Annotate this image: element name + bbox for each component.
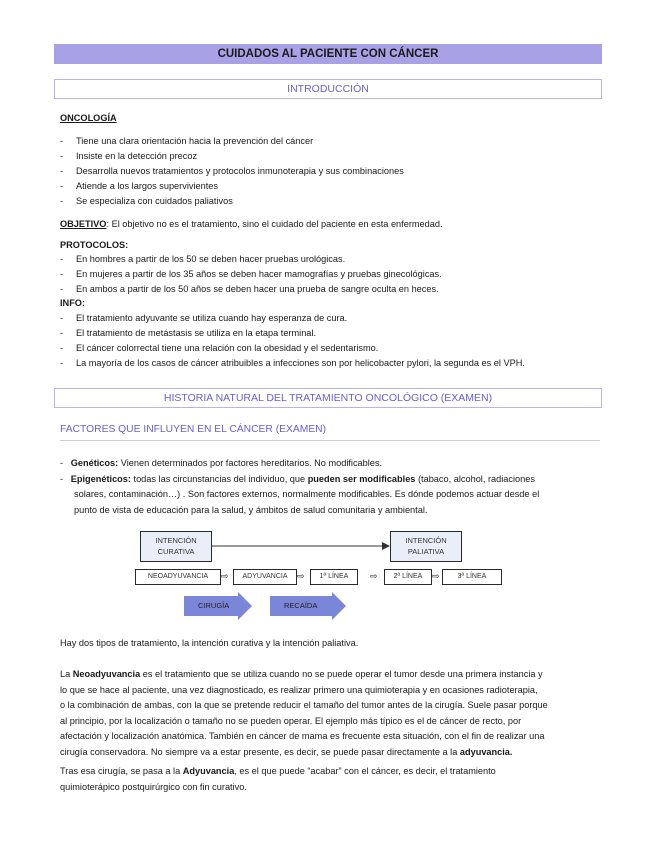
tras-paragraph bbox=[60, 764, 596, 795]
neo-bold: Neoadyuvancia bbox=[72, 669, 141, 679]
neo-text: es el tratamiento que se utiliza cuando no se puede operar el tumor desde una primera instancia y bbox=[140, 669, 543, 679]
list-item: - Atiende a los largos supervivientes bbox=[60, 179, 404, 194]
neo-line-6 bbox=[60, 745, 596, 761]
neo-text-end: cirugía conservadora. No siempre va a estar presente, es decir, se puede pasar directamente a la bbox=[60, 746, 460, 757]
epigeneticos-text-b: (tabaco, alcohol, radiaciones bbox=[415, 473, 535, 484]
section-header-historia: HISTORIA NATURAL DEL TRATAMIENTO ONCOLÓGICO (EXAMEN) bbox=[54, 388, 602, 408]
list-item: - En mujeres a partir de los 35 años se deben hacer mamografías y pruebas ginecológicas. bbox=[60, 267, 442, 282]
info-heading: INFO: bbox=[60, 298, 86, 308]
list-item: - El cáncer colorrectal tiene una relación con la obesidad y el sedentarismo. bbox=[60, 341, 525, 356]
epigeneticos-line3: punto de vista de educación para la salud, y ámbitos de salud comunitaria y ambiental. bbox=[74, 504, 428, 515]
arrow-right-icon: ⇨ bbox=[221, 571, 229, 581]
neoadyuvancia-paragraph bbox=[60, 667, 596, 760]
tras-text: , es el que puede “acabar” con el cáncer, es decir, el tratamiento bbox=[234, 766, 496, 776]
neo-line-4: al principio, por la localización o tamaño no se pueden operar. El ejemplo más típico es el de cáncer de recto, por bbox=[60, 715, 522, 726]
arrow-right-icon: ⇨ bbox=[370, 571, 378, 581]
arrow-right-icon: ⇨ bbox=[432, 571, 440, 581]
list-item: - Desarrolla nuevos tratamientos y protocolos inmunoterapia y sus combinaciones bbox=[60, 164, 404, 179]
neoadyuvancia-box: NEOADYUVANCIA bbox=[135, 569, 221, 585]
objetivo-label: OBJETIVO bbox=[60, 219, 107, 229]
neo-pre: La bbox=[60, 669, 73, 679]
epigeneticos-line2: solares, contaminación…) . Son factores externos, normalmente modificables. Es dónde podemos actuar desde el bbox=[74, 489, 540, 499]
info-list bbox=[60, 311, 525, 371]
adyuvancia-box: ADYUVANCIA bbox=[233, 569, 297, 585]
neo-end-bold: adyuvancia. bbox=[459, 746, 513, 757]
list-item: - El tratamiento adyuvante se utiliza cuando hay esperanza de cura. bbox=[60, 311, 525, 326]
list-item: - En ambos a partir de los 50 años se deben hacer una prueba de sangre oculta en heces. bbox=[60, 282, 442, 297]
epigeneticos-item: - Epigenéticos: todas las circunstancias del individuo, que pueden ser modificables (tabaco, alcohol, radiaciones bbox=[60, 473, 535, 484]
list-item: - Se especializa con cuidados paliativos bbox=[60, 194, 404, 209]
intencion-curativa-box: INTENCIÓN CURATIVA bbox=[140, 531, 212, 562]
list-item: - La mayoría de los casos de cáncer atribuibles a infecciones son por helicobacter pylori, la segunda es el VPH. bbox=[60, 356, 525, 371]
geneticos-item: - Genéticos: Vienen determinados por factores hereditarios. No modificables. bbox=[60, 458, 383, 468]
page-title: CUIDADOS AL PACIENTE CON CÁNCER bbox=[54, 44, 602, 64]
recaida-arrow: RECAÍDA bbox=[270, 596, 332, 616]
tras-line-1 bbox=[60, 764, 596, 780]
heading-underline bbox=[60, 440, 600, 441]
objetivo-text: : El objetivo no es el tratamiento, sino el cuidado del paciente en esta enfermedad. bbox=[106, 219, 443, 229]
epigeneticos-text-a: todas las circunstancias del individuo, que bbox=[130, 473, 308, 484]
factores-paragraph bbox=[60, 456, 596, 518]
neo-line-3: o la combinación de ambas, con la que se pretende reducir el tamaño del tumor antes de la cirugía. Suele pasar porque bbox=[60, 700, 548, 710]
intencion-paliativa-box: INTENCIÓN PALIATIVA bbox=[390, 531, 462, 562]
list-item: - En hombres a partir de los 50 se deben hacer pruebas urológicas. bbox=[60, 252, 442, 267]
geneticos-label: Genéticos: bbox=[70, 458, 119, 468]
epigeneticos-label: Epigenéticos: bbox=[70, 473, 131, 484]
neo-line-2: lo que se hace al paciente, una vez diagnosticado, es realizar primero una quimioterapia y en ocasiones radioterapia, bbox=[60, 684, 538, 695]
segunda-linea-box: 2ª LÍNEA bbox=[384, 569, 432, 585]
protocolos-heading: PROTOCOLOS: bbox=[60, 240, 129, 250]
section-header-introduccion: INTRODUCCIÓN bbox=[54, 79, 602, 99]
oncologia-heading: ONCOLOGÍA bbox=[60, 113, 117, 123]
tipos-text: Hay dos tipos de tratamiento, la intención curativa y la intención paliativa. bbox=[60, 638, 359, 648]
cirugia-arrow: CIRUGÍA bbox=[184, 596, 238, 616]
tras-pre: Tras esa cirugía, se pasa a la bbox=[60, 766, 183, 776]
objetivo-line bbox=[60, 218, 443, 231]
tras-line-2: quimioterápico postquirúrgico con fin curativo. bbox=[60, 781, 247, 792]
primera-linea-box: 1ª LÍNEA bbox=[310, 569, 358, 585]
geneticos-text: Vienen determinados por factores hereditarios. No modificables. bbox=[118, 458, 383, 468]
factores-heading: FACTORES QUE INFLUYEN EN EL CÁNCER (EXAMEN) bbox=[60, 424, 327, 435]
tercera-linea-box: 3ª LÍNEA bbox=[442, 569, 502, 585]
epigeneticos-bold: pueden ser modificables bbox=[307, 473, 416, 484]
oncologia-list bbox=[60, 134, 404, 209]
tras-bold: Adyuvancia bbox=[182, 766, 235, 776]
list-item: - Tiene una clara orientación hacia la prevención del cáncer bbox=[60, 134, 404, 149]
list-item: - Insiste en la detección precoz bbox=[60, 149, 404, 164]
arrow-right-icon: ⇨ bbox=[297, 571, 305, 581]
neo-line-1 bbox=[60, 667, 596, 683]
curativa-to-paliativa-arrow bbox=[212, 538, 390, 558]
neo-line-5: afectación y localización anatómica. También en cáncer de mama es frecuente esta situación, con el fin de realizar una bbox=[60, 731, 545, 741]
protocolos-list bbox=[60, 252, 442, 297]
list-item: - El tratamiento de metástasis se utiliza en la etapa terminal. bbox=[60, 326, 525, 341]
